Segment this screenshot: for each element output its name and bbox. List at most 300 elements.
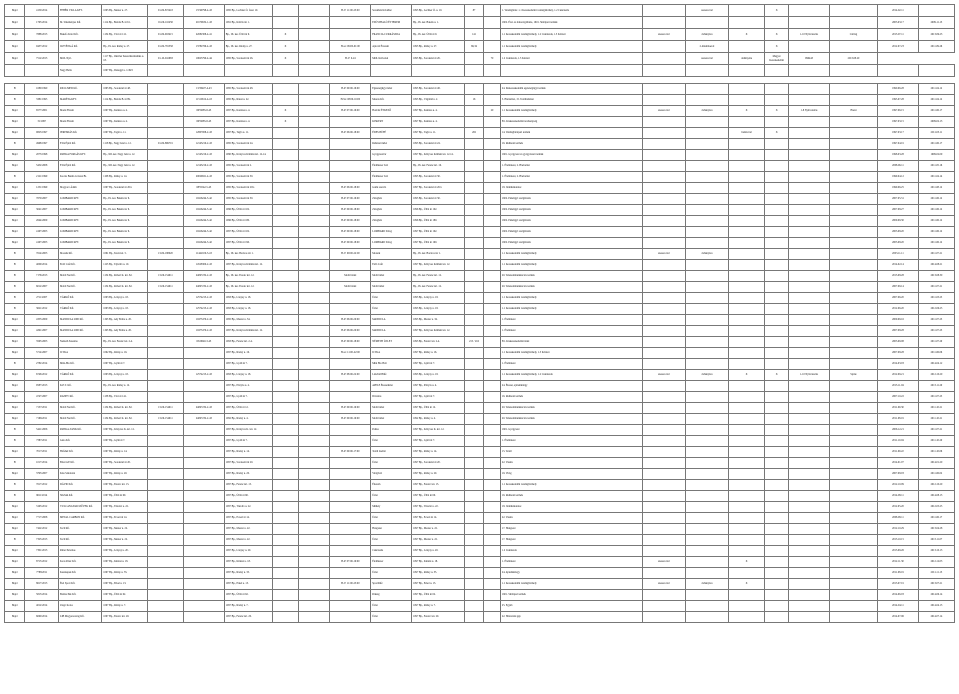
table-cell: Bejel	[5, 502, 25, 513]
table-cell: hamis ital	[729, 128, 765, 139]
table-cell	[829, 238, 877, 249]
table-cell: H-P: 09:00-18:00	[330, 216, 371, 227]
table-cell: X	[765, 370, 789, 381]
table-cell	[685, 590, 728, 601]
table-cell: 1092 Bp., Ráday u. 16.	[102, 348, 148, 359]
table-cell: 1097 Bp., Ráday u. 20.	[102, 469, 148, 480]
table-cell: 1.1 Kereskedelmi vendéglátóhely, 1.2 Cukrászda, 1.3 Kávézó	[500, 29, 642, 41]
table-cell	[147, 106, 183, 117]
table-cell	[299, 183, 330, 194]
table-cell: 1097 Bp., Ferenc krt. 15.	[412, 480, 465, 491]
table-cell: Mobil Net Kft.	[59, 403, 102, 414]
table-cell: Koós Péter Kft.	[59, 557, 102, 568]
table-cell	[464, 612, 483, 623]
table-cell: 24. Ékszer, ajándéktárgy	[500, 381, 642, 392]
table-cell	[685, 95, 728, 106]
table-cell: Mobil üzlet	[330, 282, 371, 293]
table-cell: 13749798-4-43	[183, 5, 224, 17]
table-cell: Csillag	[829, 29, 877, 41]
table-cell: VÁRKŐ Kft.	[59, 293, 102, 304]
table-cell: PATIKA-TANK Kft.	[59, 425, 102, 436]
table-cell	[729, 359, 765, 370]
table-cell	[685, 216, 728, 227]
table-cell: 2009.11.13	[918, 17, 954, 29]
table-cell: 1097 Bp., Ráday u. 16.	[412, 348, 465, 359]
table-cell	[299, 370, 330, 381]
table-cell	[183, 524, 224, 535]
table-cell	[765, 579, 789, 590]
table-cell: 2007.06.20	[878, 293, 919, 304]
table-cell: Nemeth Susanna	[59, 337, 102, 348]
table-cell	[272, 436, 298, 447]
table-cell: 2013.08.28	[878, 271, 919, 282]
table-cell: H-V: 11:00-23:00	[330, 579, 371, 590]
table-cell	[789, 381, 830, 392]
table-cell: 1999.06.25	[878, 183, 919, 194]
table-cell: Bejel	[5, 194, 25, 205]
table-cell: Divatáru	[371, 392, 412, 403]
table-cell: 2011.06.12	[918, 216, 954, 227]
table-cell	[685, 425, 728, 436]
table-cell: 1095 Bp., Soroksári út 30.	[412, 194, 465, 205]
table-cell	[789, 17, 830, 29]
table-cell	[729, 271, 765, 282]
table-cell: 2011.04.12	[918, 95, 954, 106]
table-cell: 1097 Bp., Gyáli út 7.	[224, 436, 272, 447]
table-cell	[789, 282, 830, 293]
table-cell	[829, 601, 877, 612]
table-cell: Mobil üzlet	[371, 282, 412, 293]
table-cell: Erdő Café	[371, 260, 412, 271]
table-cell	[789, 480, 830, 491]
table-cell: K.E.T. Kft.	[59, 381, 102, 392]
table-row	[5, 392, 955, 403]
table-cell	[829, 381, 877, 392]
table-cell: 2014.07.14	[918, 612, 954, 623]
table-cell: 1080/1990	[25, 84, 59, 95]
table-cell	[464, 381, 483, 392]
table-cell: ÉDES BÜFÉ	[371, 128, 412, 139]
table-cell: 1097 Bp., Tűzoltó u. 22.	[412, 502, 465, 513]
table-cell	[147, 392, 183, 403]
table-cell: 01-09-872418	[147, 5, 183, 17]
table-cell: 22. Vasáru	[500, 458, 642, 469]
table-cell	[789, 84, 830, 95]
table-cell: Bejel	[5, 381, 25, 392]
table-cell: 20. Telekommunikációs termék	[500, 403, 642, 414]
table-cell	[147, 326, 183, 337]
table-row	[5, 491, 955, 502]
table-cell	[642, 480, 685, 491]
table-cell	[272, 557, 298, 568]
table-cell	[272, 601, 298, 612]
table-cell: 2007.08.03	[878, 469, 919, 480]
table-cell: 2014.06.03	[878, 590, 919, 601]
table-cell: 2011.06.02	[918, 469, 954, 480]
table-cell: Üzlet	[371, 601, 412, 612]
table-cell: 2009.09.30	[878, 216, 919, 227]
table-cell: H-P: 06:00-18:00	[330, 128, 371, 139]
table-cell	[829, 194, 877, 205]
table-cell: 1097 Bp., Gyáli út 7.	[224, 392, 272, 403]
table-cell: Bejel	[5, 337, 25, 348]
table-cell	[765, 513, 789, 524]
table-cell	[789, 557, 830, 568]
table-cell: 6543640-3-43	[183, 337, 224, 348]
table-cell: 1097 Bp., Soroksári út 20.	[412, 458, 465, 469]
table-cell	[685, 458, 728, 469]
table-cell	[829, 161, 877, 172]
table-cell: Bejel	[5, 183, 25, 194]
table-cell: 1097 Bp., Kanizsa u. 4.	[412, 117, 465, 128]
table-cell: X	[272, 53, 298, 65]
table-cell	[272, 403, 298, 414]
table-cell	[765, 524, 789, 535]
table-cell	[272, 414, 298, 425]
table-cell: 1096 Bp., Üllői út 180.	[224, 216, 272, 227]
table-cell	[729, 513, 765, 524]
table-cell	[464, 601, 483, 612]
table-cell	[183, 502, 224, 513]
table-cell	[642, 524, 685, 535]
table-cell	[272, 65, 298, 77]
table-cell	[685, 348, 728, 359]
table-cell: 1095 Bp., Soroksári út 26.	[224, 53, 272, 65]
table-cell: 20179632-1-43	[183, 17, 224, 29]
table-cell	[147, 458, 183, 469]
table-cell: Műhely	[371, 502, 412, 513]
table-cell: 1. Élelmiszer	[500, 326, 642, 337]
table-cell: Mogyoró Ádám	[59, 183, 102, 194]
table-cell: H-P: 09:00-17:00	[330, 447, 371, 458]
table-cell: X	[765, 128, 789, 139]
table-cell	[642, 53, 685, 65]
table-cell: H-P: 09:00-19:00	[330, 414, 371, 425]
table-cell	[147, 216, 183, 227]
table-cell	[789, 392, 830, 403]
table-cell: B	[5, 535, 25, 546]
table-cell: 2008.08.11	[878, 513, 919, 524]
table-row	[5, 414, 955, 425]
table-cell: dohányáru	[729, 53, 765, 65]
table-cell	[299, 41, 330, 53]
table-cell	[147, 227, 183, 238]
table-cell: 1117 Bp., Október huszonharmadika u. 18.	[102, 53, 148, 65]
table-cell	[685, 601, 728, 612]
table-cell	[464, 579, 483, 590]
table-cell	[272, 271, 298, 282]
table-cell: B	[5, 491, 25, 502]
table-cell: VÁRKŐ Kft.	[59, 304, 102, 315]
table-cell: LOMBARD KFT.	[59, 227, 102, 238]
table-cell	[147, 293, 183, 304]
table-cell: 2012.10.20	[918, 480, 954, 491]
table-cell	[829, 557, 877, 568]
table-cell: 141	[464, 29, 483, 41]
table-cell: Bejel	[5, 238, 25, 249]
table-cell: 3793/2007	[25, 469, 59, 480]
table-cell	[183, 425, 224, 436]
table-cell	[642, 381, 685, 392]
table-cell	[464, 370, 483, 381]
table-cell	[484, 216, 501, 227]
table-cell: B	[5, 249, 25, 260]
table-cell	[272, 579, 298, 590]
table-cell	[147, 469, 183, 480]
table-cell: 2011.06.12	[918, 194, 954, 205]
table-row	[5, 238, 955, 249]
table-cell	[272, 238, 298, 249]
table-cell	[685, 172, 728, 183]
table-cell	[789, 65, 830, 77]
table-cell	[464, 458, 483, 469]
table-cell	[183, 491, 224, 502]
table-cell	[272, 546, 298, 557]
table-cell	[765, 65, 789, 77]
table-cell: Hazai	[829, 106, 877, 117]
table-cell: Pékség	[371, 590, 412, 601]
table-cell	[147, 238, 183, 249]
table-cell: 1095 Bp., Soroksári út 24.	[412, 139, 465, 150]
table-cell: 1095 Bp., Vágóhíd u. 2.	[412, 95, 465, 106]
table-cell: 2011.04.14	[918, 172, 954, 183]
table-cell	[330, 612, 371, 623]
table-cell	[464, 436, 483, 447]
table-cell: 20. Telekommunikációs termék	[500, 414, 642, 425]
table-cell	[299, 590, 330, 601]
table-cell: 2003.08.20	[878, 238, 919, 249]
table-cell	[183, 568, 224, 579]
table-cell: 2013.07.01	[878, 579, 919, 590]
table-cell: 20. Telekommunikációs termék	[500, 282, 642, 293]
table-cell	[272, 469, 298, 480]
table-cell	[765, 216, 789, 227]
table-cell	[685, 326, 728, 337]
table-cell	[729, 227, 765, 238]
table-cell	[789, 271, 830, 282]
table-cell	[299, 425, 330, 436]
table-cell: 5421/2006	[25, 425, 59, 436]
table-cell: 10416244-3-42	[183, 216, 224, 227]
table-cell	[729, 612, 765, 623]
table-cell: 87	[464, 5, 483, 17]
table-cell: Mazsi Fixum	[59, 106, 102, 117]
table-cell	[685, 293, 728, 304]
table-cell	[272, 359, 298, 370]
table-cell	[183, 458, 224, 469]
table-cell: 7670/2007	[25, 194, 59, 205]
table-cell: 1097 Bp., Ferenc krt. 20.	[224, 612, 272, 623]
table-cell	[642, 568, 685, 579]
table-cell: 1093 Bp., Lónyay u. 18.	[412, 370, 465, 381]
table-cell	[330, 139, 371, 150]
table-cell: 1097 Bp., Üllői út 190.	[412, 238, 465, 249]
table-cell	[765, 458, 789, 469]
table-cell	[412, 65, 465, 77]
table-cell: Bp., IX. ker. Boráros tér 1.	[412, 249, 465, 260]
table-cell: Bejel	[5, 524, 25, 535]
table-cell: 2012.07.23	[878, 41, 919, 53]
table-cell: 4291/2007	[25, 326, 59, 337]
table-cell: 1. Élelmiszer	[500, 359, 642, 370]
table-cell	[829, 227, 877, 238]
table-cell	[789, 128, 830, 139]
table-cell	[464, 535, 483, 546]
table-row	[5, 513, 955, 524]
table-cell: 1097 Bp., Mester u. 22.	[412, 535, 465, 546]
table-cell	[685, 513, 728, 524]
table-cell	[299, 546, 330, 557]
table-cell	[789, 293, 830, 304]
table-row	[5, 84, 955, 95]
table-cell	[765, 480, 789, 491]
table-cell: Kiss Sándorné	[59, 469, 102, 480]
table-cell	[829, 436, 877, 447]
table-cell: 19. Virág	[500, 469, 642, 480]
table-row	[5, 293, 955, 304]
table-cell: 2 Alkalmazott	[685, 41, 728, 53]
table-cell	[789, 249, 830, 260]
table-cell: 1097 Bp., Könyves Kálmán krt. 12.	[412, 326, 465, 337]
table-cell: 20029921-4-43	[183, 172, 224, 183]
table-cell: B1. Kiskereskedelmi tevékenység	[500, 117, 642, 128]
table-cell	[642, 425, 685, 436]
table-cell: EVA Építő Kft.	[59, 161, 102, 172]
table-cell	[729, 84, 765, 95]
table-cell	[484, 238, 501, 249]
table-cell: 6655685-8-43	[183, 106, 224, 117]
table-cell	[299, 315, 330, 326]
table-cell: 2012.09.21	[878, 370, 919, 381]
table-cell	[147, 260, 183, 271]
table-cell: 1990.06.28	[878, 84, 919, 95]
table-cell: LOMBARD Zálog	[371, 238, 412, 249]
table-cell	[829, 41, 877, 53]
table-cell	[484, 293, 501, 304]
table-row	[5, 128, 955, 139]
table-row	[5, 106, 955, 117]
table-cell	[685, 315, 728, 326]
table-cell	[272, 17, 298, 29]
table-cell: 24. Ajándéktárgy	[500, 568, 642, 579]
table-cell: 1097 Bp., Ráday u. 20.	[224, 469, 272, 480]
table-cell: 1097 Bp., Lónyay u. 20.	[224, 546, 272, 557]
table-cell: 1.1 Kereskedelmi vendéglátóhely	[500, 304, 642, 315]
table-cell	[299, 612, 330, 623]
table-cell	[299, 326, 330, 337]
table-cell: 13-09-154911	[147, 403, 183, 414]
table-cell: 31/1997	[25, 117, 59, 128]
table-cell	[147, 381, 183, 392]
table-cell: 13782769-4-43	[183, 41, 224, 53]
table-cell	[765, 337, 789, 348]
table-cell: Mozaik	[371, 249, 412, 260]
table-cell: 16. Ruházati termék	[500, 392, 642, 403]
table-cell: 1114 Bp., Bartók B. út 89.	[102, 95, 148, 106]
table-cell	[685, 282, 728, 293]
table-cell	[829, 150, 877, 161]
table-cell	[642, 84, 685, 95]
table-cell: dohányáru	[685, 106, 728, 117]
table-cell	[484, 425, 501, 436]
table-cell: Bp., IX. ker. Bakáts tér 6.	[102, 227, 148, 238]
table-cell: LOMBARD KFT.	[59, 205, 102, 216]
table-cell	[829, 205, 877, 216]
table-cell: SIGMA Kft.	[59, 491, 102, 502]
table-cell	[272, 315, 298, 326]
table-cell: Bejel	[5, 216, 25, 227]
table-cell	[765, 436, 789, 447]
table-cell	[272, 249, 298, 260]
table-cell: 2014.08.13	[918, 491, 954, 502]
table-cell: 14. Vendéglátóipari termék	[500, 128, 642, 139]
table-cell: 2014.08.21	[918, 260, 954, 271]
table-cell: Zálogház	[371, 205, 412, 216]
table-cell	[829, 326, 877, 337]
table-cell: 7017/2011	[25, 447, 59, 458]
table-cell	[729, 238, 765, 249]
table-cell: 1. Vendéglátás: 1.1 Kereskedelmi vendéglátóhely, 1.2 Cukrászda	[500, 5, 642, 17]
table-cell	[685, 194, 728, 205]
table-cell: 01-09-781358	[147, 41, 183, 53]
table-cell: Üzlet	[371, 293, 412, 304]
table-cell	[765, 304, 789, 315]
table-cell: 7512/2013	[25, 53, 59, 65]
table-cell	[685, 205, 728, 216]
table-cell	[765, 150, 789, 161]
table-cell: 1998.03.28	[878, 150, 919, 161]
table-cell: 1097 Bp., Üllői út 62.	[224, 590, 272, 601]
table-cell	[272, 568, 298, 579]
table-cell	[272, 282, 298, 293]
table-cell	[183, 65, 224, 77]
table-cell: 16	[464, 95, 483, 106]
table-cell: 11442100-3-43	[183, 249, 224, 260]
table-cell	[272, 5, 298, 17]
table-cell: Mobil Net Kft.	[59, 271, 102, 282]
table-cell	[484, 381, 501, 392]
table-cell	[272, 612, 298, 623]
table-cell: Bejel	[5, 227, 25, 238]
table-cell: 1097 Bp., Erkel u. 13.	[412, 579, 465, 590]
table-cell	[464, 557, 483, 568]
table-cell: B	[5, 95, 25, 106]
table-cell: Cukrászda	[371, 546, 412, 557]
table-cell: Mobil üzlet	[371, 414, 412, 425]
table-cell: Zsigó Koloo	[59, 601, 102, 612]
table-cell: APPLE Ékszerüzlet	[371, 381, 412, 392]
table-cell: H-P: 09:00-19:00	[330, 403, 371, 414]
table-cell	[829, 513, 877, 524]
table-cell: 1095 Bp., Soroksári út 2.	[224, 161, 272, 172]
table-cell: NÉMETH ÜZLET	[371, 337, 412, 348]
table-cell: Hangszer	[371, 524, 412, 535]
table-cell	[299, 65, 330, 77]
table-cell: H-P: 09:00-18:00	[330, 205, 371, 216]
table-cell	[642, 183, 685, 194]
table-row	[5, 480, 955, 491]
table-cell: 2013.07.21	[918, 579, 954, 590]
table-cell	[729, 282, 765, 293]
table-cell: Patika	[371, 425, 412, 436]
table-cell: 1095 Bp., Lechner Ö. fasor 10.	[224, 5, 272, 17]
table-cell: 6577/2001	[25, 106, 59, 117]
table-cell: 4012/2014	[25, 601, 59, 612]
table-cell	[484, 282, 501, 293]
table-cell	[484, 326, 501, 337]
table-cell	[789, 183, 830, 194]
table-cell	[183, 601, 224, 612]
